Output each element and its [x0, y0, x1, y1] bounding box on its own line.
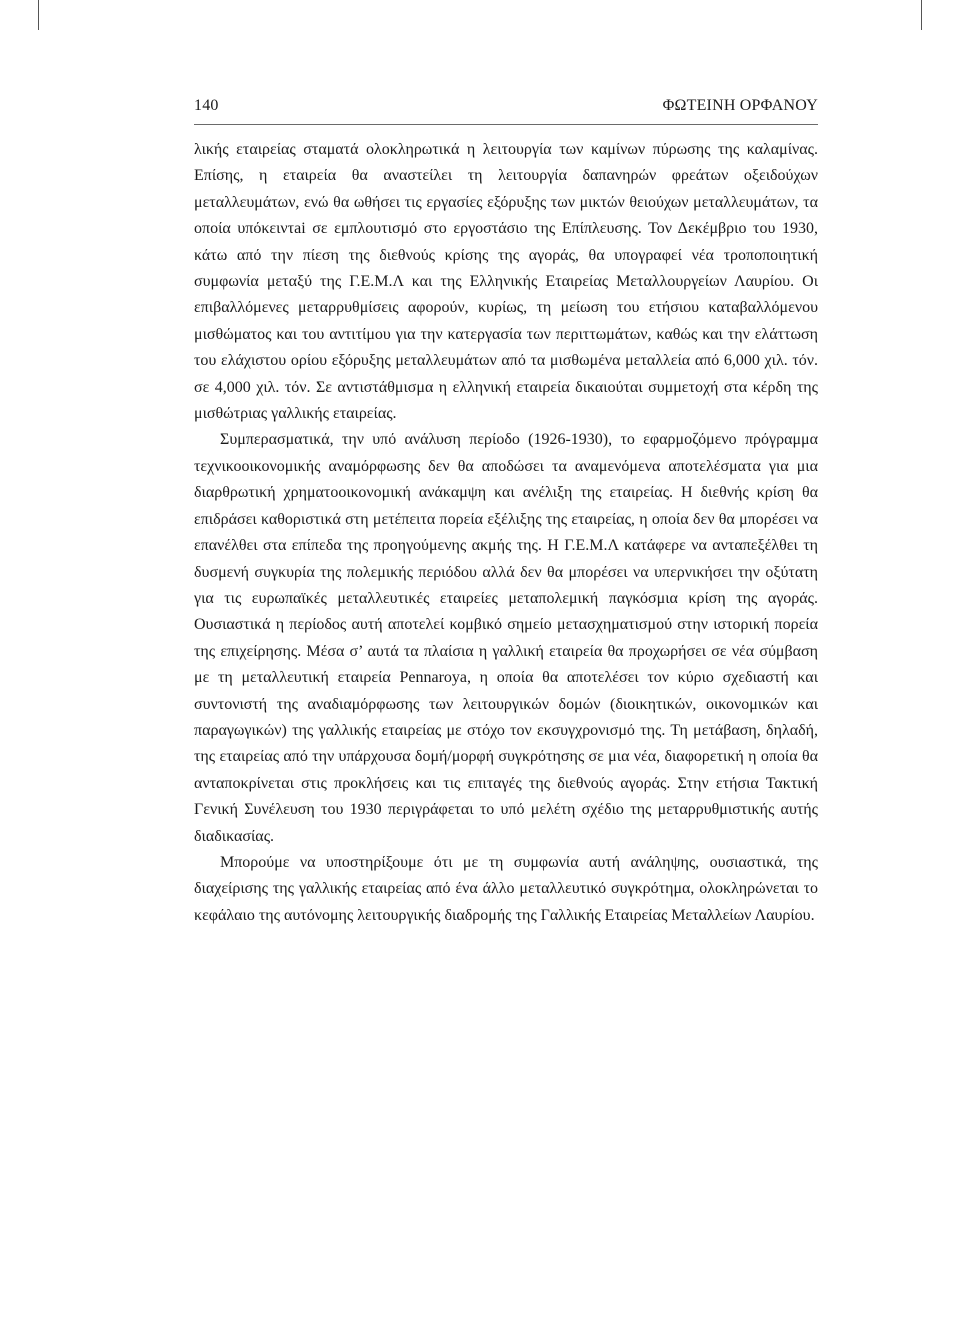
page-number: 140 — [194, 97, 219, 114]
running-title: ΦΩΤΕΙΝΗ ΟΡΦΑΝΟΥ — [662, 97, 818, 114]
crop-mark-right — [921, 0, 922, 30]
paragraph-3: Μπορούμε να υποστηρίξουμε ότι με τη συμφωνία αυτή ανάληψης, ουσιαστικά, της διαχείρισης της γαλλικής εταιρείας από ένα άλλο μεταλλευτικό συγκρότημα, ολοκληρώνεται το κεφάλαιο της αυτόνομης λειτουργικής διαδρομής της Γαλλικής Εταιρείας Μεταλλείων Λαυρίου. — [194, 853, 818, 924]
paragraph-2: Συμπερασματικά, την υπό ανάλυση περίοδο (1926-1930), το εφαρμοζόμενο πρόγραμμα τεχνικοοικονομικής αναμόρφωσης δεν θα αποδώσει τα αναμενόμενα αποτελέσματα για μια διαρθρωτική χρηματοοικονομική ανάκαμψη και ανέλιξη της εταιρείας. Η διεθνής κρίση θα επιδράσει καθοριστικά στη μετέπειτα πορεία εξέλιξης της εταιρείας, η οποία δεν θα μπορέσει να επανέλθει στα επίπεδα της προηγούμενης ακμής της. Η Γ.Ε.Μ.Λ κατάφερε να ανταπεξέλθει τη δυσμενή συγκυρία της πολεμικής περιόδου αλλά δεν θα μπορέσει να υπερνικήσει την οξύτατη για τις ευρωπαϊκές μεταλλευτικές εταιρείες μεταπολεμική παγκόσμια κρίση της αγοράς. Ουσιαστικά η περίοδος αυτή αποτελεί κομβικό σημείο μετασχηματισμού στην ιστορική πορεία της επιχείρησης. Μέσα σ’ αυτά τα πλαίσια η γαλλική εταιρεία θα προχωρήσει σε νέα σύμβαση με τη μεταλλευτική εταιρεία Pennaroya, η οποία θα αποτελέσει τον κύριο σχεδιαστή και συντονιστή της αναδιαμόρφωσης των λειτουργικών δομών (διοικητικών, οικονομικών και παραγωγικών) της γαλλικής εταιρείας με στόχο τον εκσυγχρονισμό της. Τη μετάβαση, δηλαδή, της εταιρείας από την υπάρχουσα δομή/μορφή συγκρότησης σε μια νέα, διαφορετική η οποία θα ανταποκρίνεται στις προκλήσεις και τις επιταγές της διεθνούς αγοράς. Στην ετήσια Τακτική Γενική Συνέλευση του 1930 περιγράφεται το υπό μελέτη σχέδιο της μεταρρυθμιστικής αυτής διαδικασίας. — [194, 431, 818, 845]
paragraph-1: λικής εταιρείας σταματά ολοκληρωτικά η λειτουργία των καμίνων πύρωσης της καλαμίνας. Επίσης, η εταιρεία θα αναστείλει τη λειτουργία δαπανηρών φρεάτων οξειδούχων μεταλλευμάτων, ενώ θα ωθήσει τις εργασίες εξόρυξης των μικτών θειούχων μεταλλευμάτων, τα οποία υπόκειντai σε εμπλουτισμό στο εργοστάσιο της Επίπλευσης. Τον Δεκέμβριο του 1930, κάτω από την πίεση της διεθνούς κρίσης της αγοράς, θα υπογραφεί νέα τροποποιητική συμφωνία μεταξύ της Γ.Ε.Μ.Λ και της Ελληνικής Εταιρείας Μεταλλουργείων Λαυρίου. Οι επιβαλλόμενες μεταρρυθμίσεις αφορούν, κυρίως, τη μείωση του ετήσιου καταβαλλόμενου μισθώματος και του αντιτίμου για την κατεργασία των περιττωμάτων, καθώς και την ελάττωση του ελάχιστου ορίου εξόρυξης μεταλλευμάτων από τα μισθωμένα μεταλλεία από 6,000 χιλ. τόν. σε 4,000 χιλ. τόν. Σε αντιστάθμισμα η ελληνική εταιρεία δικαιούται συμμετοχή στα κέρδη της μισθώτριας γαλλικής εταιρείας. — [194, 141, 818, 423]
body-text — [194, 137, 818, 929]
crop-mark-left — [38, 0, 39, 30]
running-header — [194, 94, 818, 125]
book-page — [194, 94, 818, 929]
